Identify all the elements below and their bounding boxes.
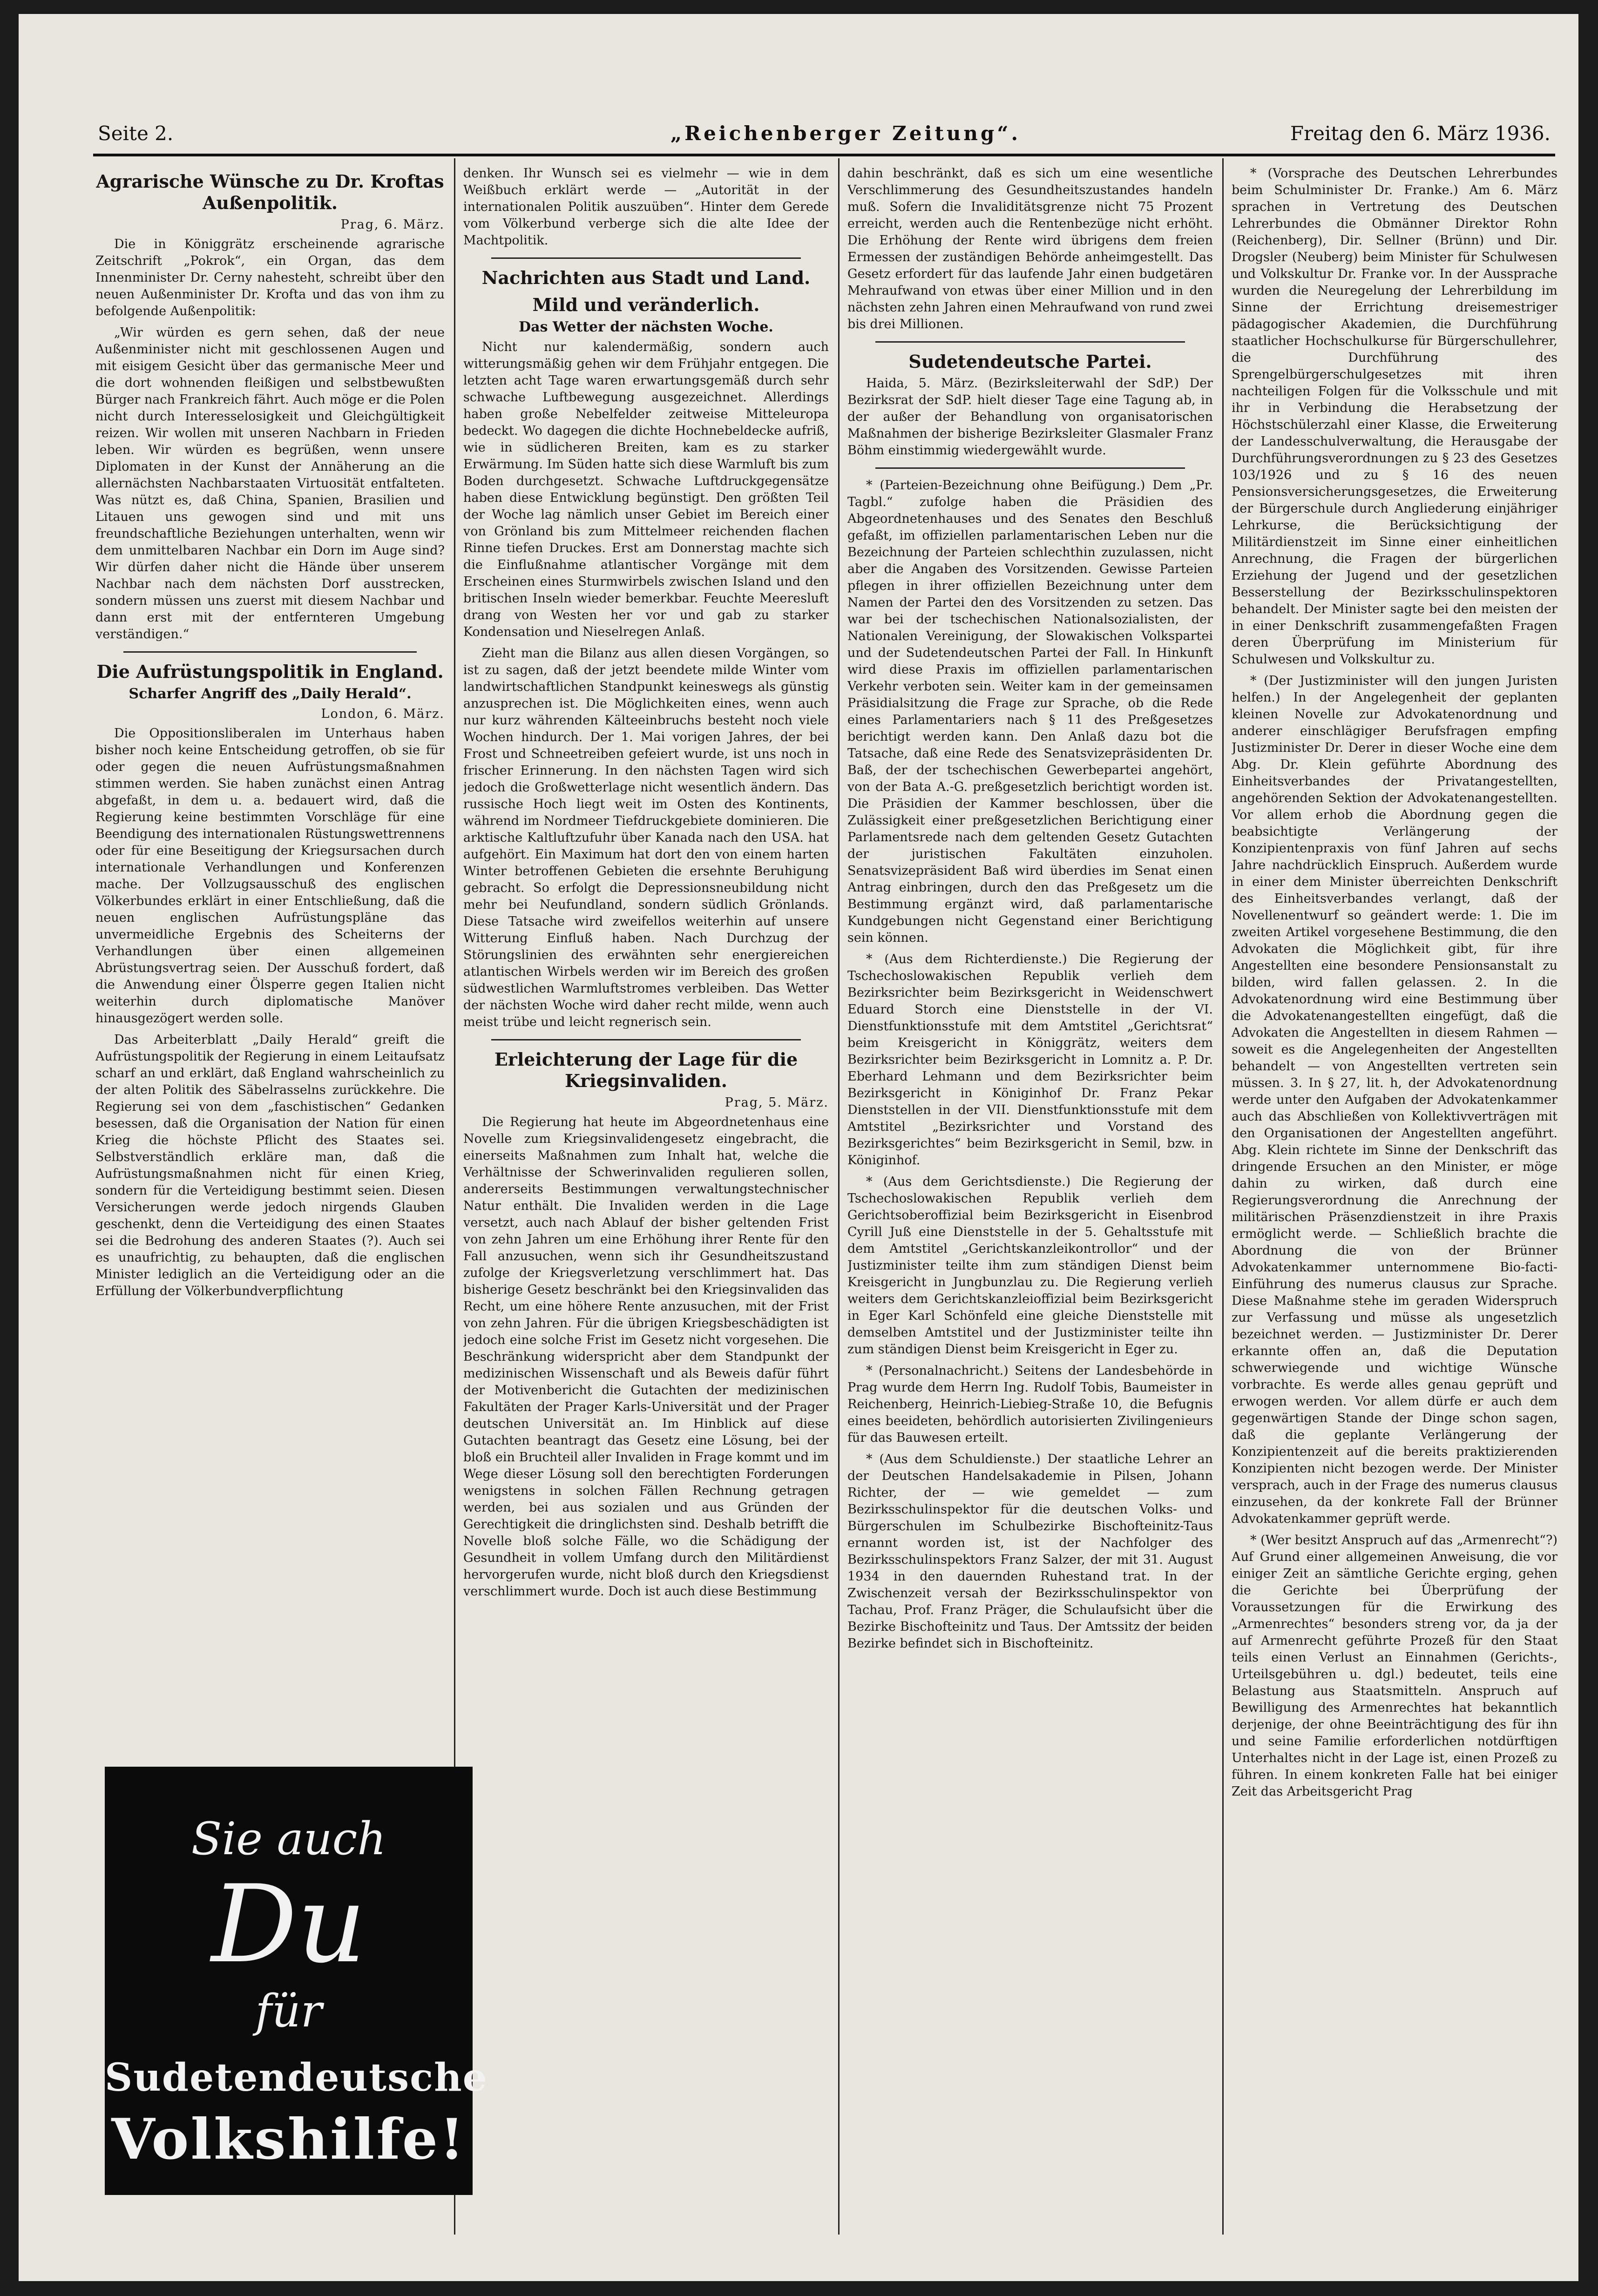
header-rule	[93, 154, 1555, 156]
paragraph: * (Personalnachricht.) Seitens der Landesbehörde in Prag wurde dem Herrn Ing. Rudolf Tobis, Baumeister in Reichenberg, Heinrich-Liebieg-Straße 10, die Befugnis eines beeideten, behördlich autorisierten Zivilingenieurs für das Bauwesen erteilt.	[847, 1364, 1213, 1445]
ad-headline-1: Sudetendeutsche	[105, 2055, 488, 2100]
article-title: Mild und veränderlich.	[532, 294, 760, 315]
volkshilfe-advertisement	[105, 1767, 488, 2195]
paragraph: Die Regierung hat heute im Abgeordnetenhaus eine Novelle zum Kriegsinvalidengesetz eingebracht, die einerseits Maßnahmen zum Inhalt hat, welche die Verhältnisse der Schwerinvaliden regulieren sollen, andererseits Bestimmungen verwaltungstechnischer Natur enthält. Die Invaliden werden in die Lage versetzt, auch nach Ablauf der bisher geltenden Frist von zehn Jahren um eine Erhöhung ihrer Rente für den Fall anzusuchen, wenn sich ihr Gesundheitszustand zufolge der Kriegsverletzung verschlimmert hat. Das bisherige Gesetz beschränkt bei den Kriegsinvaliden das Recht, um eine höhere Rente anzusuchen, mit der Frist von zehn Jahren. Für die übrigen Kriegsbeschädigten ist jedoch eine solche Frist im Gesetz nicht vorgesehen. Die Beschränkung widerspricht aber dem Standpunkt der medizinischen Wissenschaft und als Beweis dafür führt der Motivenbericht die Gutachten der medizinischen Fakultäten der Prager Karls-Universität und der Prager deutschen Universität an. Im Hinblick auf diese Gutachten beantragt das Gesetz eine Lösung, bei der bloß ein Bruchteil aller Invaliden in Frage kommt und im Wege dieser Lösung soll den berechtigten Forderungen wenigstens in solchen Fällen Rechnung getragen werden, bei aus sozialen und aus Gründen der Gerechtigkeit die dringlichsten sind. Deshalb betrifft die Novelle bloß solche Fälle, wo die Schädigung der Gesundheit in vollem Umfang durch den Militärdienst hervorgerufen wurde, nicht bloß durch den Kriegsdienst verschlimmert wurde. Doch ist auch diese Bestimmung	[463, 1115, 829, 1599]
separator	[875, 341, 1185, 343]
paragraph: * (Der Justizminister will den jungen Juristen helfen.) In der Angelegenheit der geplanten kleinen Novelle zur Advokatenordnung und anderer einschlägiger Berufsfragen empfing Justizminister Dr. Derer in dieser Woche eine dem Abg. Dr. Klein geführte Abordnung des Einheitsverbandes der Privatangestellten, angehörenden Sektion der Advokatenangestellten. Vor allem erhob die Abordnung gegen die beabsichtigte Verlängerung der Konzipientenpraxis von fünf Jahren auf sechs Jahre nachdrücklich Einspruch. Außerdem wurde in einer dem Minister überreichten Denkschrift des Einheitsverbandes verlangt, daß der Novellenentwurf so geändert werde: 1. Die im zweiten Artikel vorgesehene Bestimmung, die den Advokaten die Möglichkeit gibt, für ihre Angestellten eine besondere Pensionsanstalt zu bilden, wird fallen gelassen. 2. In die Advokatenordnung wird eine Bestimmung über die Advokatenangestellten eingefügt, daß die Advokaten die Angestellten in diesem Rahmen — soweit es die Angelegenheiten der Angestellten behandelt — von Angestellten vertreten sein müssen. 3. In § 27, lit. h, der Advokatenordnung werde unter den Aufgaben der Advokatenkammer auch das Abschließen von Kollektivverträgen mit den Organisationen der Angestellten angeführt. Abg. Klein richtete im Sinne der Denkschrift das dringende Ersuchen an den Minister, er möge dahin zu wirken, daß durch eine Regierungsverordnung die Anrechnung der militärischen Präsenzdienstzeit in ihre Praxis ermöglicht werde. — Schließlich brachte die Abordnung die von der Brünner Advokatenkammer unternommene Bio-facti-Einführung des numerus clausus zur Sprache. Diese Maßnahme stehe im geraden Widerspruch zur Verfassung und müsse als ungesetzlich bezeichnet werden. — Justizminister Dr. Derer erkannte offen an, daß die Deputation schwerwiegende und wichtige Wünsche vorbrachte. Es werde alles genau geprüft und erwogen werden. Vor allem dürfe er auch dem gegenwärtigen Stande der Dinge schon sagen, daß die geplante Verlängerung der Konzipientenzeit auf die bereits praktizierenden Konzipienten nicht bezogen werde. Der Minister versprach, auch in der Frage des numerus clausus einzusehen, da der konkrete Fall der Brünner Advokatenkammer geprüft werde.	[1232, 674, 1557, 1526]
paragraph: Die Oppositionsliberalen im Unterhaus haben bisher noch keine Entscheidung getroffen, ob sie für oder gegen die neuen Aufrüstungsmaßnahmen stimmen werden. Sie haben zunächst einen Antrag abgefaßt, in dem u. a. bedauert wird, daß die Regierung keine bestimmten Vorschläge für eine Beendigung des internationalen Rüstungswettrennens oder für eine Beseitigung der Kriegsursachen durch internationale Verhandlungen und Konferenzen mache. Der Vollzugsausschuß des englischen Völkerbundes erklärt in einer Entschließung, daß die neuen englischen Aufrüstungspläne das unvermeidliche Ergebnis des Scheiterns der Verhandlungen über einen allgemeinen Abrüstungsvertrag seien. Der Ausschuß fordert, daß die Anwendung einer Ölsperre gegen Italien nicht weiterhin durch diplomatische Manöver hinausgezögert werden solle.	[95, 726, 445, 1026]
paragraph: * (Aus dem Gerichtsdienste.) Die Regierung der Tschechoslowakischen Republik verlieh dem Gerichtsoberoffizial beim Bezirksgericht in Eisenbrod Cyrill Juß eine Dienststelle in der 5. Gehaltsstufe mit dem Amtstitel „Gerichtskanzleikontrollor“ und der Justizminister teilte ihm zum ständigen Dienst beim Kreisgericht in Jungbunzlau zu. Die Regierung verlieh weiters dem Gerichtskanzleioffizial beim Bezirksgericht in Eger Karl Schönfeld eine gleiche Dienststelle mit demselben Amtstitel und der Justizminister teilte ihn zum ständigen Dienst beim Kreisgericht in Eger zu.	[847, 1175, 1213, 1357]
separator	[875, 467, 1185, 469]
paragraph: dahin beschränkt, daß es sich um eine wesentliche Verschlimmerung des Gesundheitszustandes handeln muß. Sofern die Invaliditätsgrenze nicht 75 Prozent erreicht, werden auch die Rentenbezüge nicht erhöht. Die Erhöhung der Rente wird übrigens dem freien Ermessen der zuständigen Behörde anheimgestellt. Das Gesetz erfordert für das laufende Jahr einen budgetären Mehraufwand von etwas über einer Million und in den nächsten zehn Jahren einen Mehraufwand von rund zwei bis drei Millionen.	[847, 166, 1213, 331]
paragraph: Die in Königgrätz erscheinende agrarische Zeitschrift „Pokrok“, ein Organ, das dem Innenminister Dr. Cerny nahesteht, schreibt über den neuen Außenminister Dr. Krofta und das von ihm zu befolgende Außenpolitik:	[95, 237, 445, 318]
paragraph: Zieht man die Bilanz aus allen diesen Vorgängen, so ist zu sagen, daß der jetzt beendete milde Winter vom landwirtschaftlichen Standpunkt keineswegs als günstig anzusprechen ist. Die Möglichkeiten eines, wenn auch nur kurz währenden Kälteeinbruchs besteht noch viele Wochen hindurch. Der 1. Mai vorigen Jahres, der bei Frost und Schneetreiben gefeiert wurde, ist uns noch in frischer Erinnerung. In den nächsten Tagen wird sich jedoch die Großwetterlage nicht wesentlich ändern. Das russische Hoch liegt weit im Osten des Kontinents, während im Nordmeer Tiefdruckgebiete dominieren. Die arktische Kaltluftzufuhr über Kanada nach den USA. hat aufgehört. Ein Maximum hat dort den von einem harten Winter betroffenen Gebieten die ersehnte Beruhigung gebracht. So erfolgt die Depressionsneubildung nicht mehr bei Neufundland, sondern südlich Grönlands. Diese Tatsache wird zweifellos weiterhin auf unsere Witterung Einfluß haben. Nach Durchzug der Störungslinien des erwähnten sehr energiereichen atlantischen Wirbels werden wir im Bereich des großen südwestlichen Warmluftstromes verbleiben. Das Wetter der nächsten Woche wird daher recht milde, wenn auch meist trübe und leicht regnerisch sein.	[463, 646, 829, 1029]
page-header	[98, 122, 1551, 150]
column-divider	[1222, 158, 1224, 2235]
masthead: „Reichenberger Zeitung“.	[670, 122, 1021, 145]
newspaper-page	[19, 14, 1578, 2281]
article-subtitle: Das Wetter der nächsten Woche.	[519, 319, 773, 335]
ad-script-text	[105, 1809, 473, 2041]
paragraph: * (Vorsprache des Deutschen Lehrerbundes beim Schulminister Dr. Franke.) Am 6. März sprachen in Vertretung des Deutschen Lehrerbundes die Obmänner Direktor Rohn (Reichenberg), Dir. Sellner (Brünn) und Dir. Drogsler (Neuberg) beim Minister für Schulwesen und Volkskultur Dr. Franke vor. In der Aussprache wurden die Neuregelung der Lehrerbildung im Sinne der Errichtung dreisemestriger pädagogischer Akademien, die Durchführung staatlicher Hochschulkurse für Bürgerschullehrer, die Durchführung des Sprengelbürgerschulgesetzes mit ihren nachteiligen Folgen für die Volksschule und mit ihr in Verbindung die Herabsetzung der Höchstschülerzahl einer Klasse, die Erweiterung der Landesschulverwaltung, die Herausgabe der Durchführungsverordnungen zu § 23 des Gesetzes 103/1926 und zu § 16 des neuen Pensionsversicherungsgesetzes, die Erweiterung der Bürgerschule durch Angliederung einjähriger Lehrkurse, die Berücksichtigung der Militärdienstzeit im Sinne einer einheitlichen Anrechnung, die Fragen der bürgerlichen Erziehung der Jugend und der gesetzlichen Besserstellung der Bezirksschulinspektoren behandelt. Der Minister sagte bei den meisten der in einer Denkschrift zusammengefaßten Fragen deren Überprüfung im Ministerium für Schulwesen und Volkskultur zu.	[1232, 166, 1557, 667]
separator	[491, 1039, 801, 1040]
column-divider	[838, 158, 840, 2235]
paragraph: * (Parteien-Bezeichnung ohne Beifügung.) Dem „Pr. Tagbl.“ zufolge haben die Präsidien des Abgeordnetenhauses und des Senates den Beschluß gefaßt, im offiziellen parlamentarischen Leben nur die Bezeichnung der Parteien schlechthin zuzulassen, nicht aber die Angaben des Vorsitzenden. Gewisse Parteien pflegen in ihrer offiziellen Bezeichnung unter dem Namen der Partei den des Vorsitzenden zu setzen. Das war bei der tschechischen Nationalsozialisten, der Nationalen Vereinigung, der Slowakischen Volkspartei und der Sudetendeutschen Partei der Fall. In Hinkunft wird diese Praxis im offiziellen parlamentarischen Verkehr verboten sein. Weiter kam in der gemeinsamen Präsidialsitzung die Frage zur Sprache, ob die Rede eines Parlamentariers nach § 11 des Preßgesetzes berichtigt werden kann. Den Anlaß dazu bot die Tatsache, daß eine Rede des Senatsvizepräsidenten Dr. Baß, der der tschechischen Gewerbepartei angehört, von der Bata A.-G. preßgesetzlich berichtigt worden ist. Die Präsidien der Kammer beschlossen, über die Zulässigkeit einer preßgesetzlichen Berichtigung einer Parlamentsrede nach dem geltenden Gesetz Gutachten der juristischen Fakultäten einzuholen. Senatsvizepräsident Baß wird überdies im Senat einen Antrag einbringen, durch den das Preßgesetz um die Bestimmung ergänzt wird, daß parlamentarische Kundgebungen nicht Gegenstand einer Berichtigung sein können.	[847, 478, 1213, 945]
article-title: Erleichterung der Lage für die Kriegsinvaliden.	[494, 1049, 798, 1091]
dateline: Prag, 5. März.	[725, 1095, 829, 1110]
paragraph: * (Wer besitzt Anspruch auf das „Armenrecht“?) Auf Grund einer allgemeinen Anweisung, die vor einiger Zeit an sämtliche Gerichte erging, gehen die Gerichte bei Überprüfung der Voraussetzungen für die Erwirkung des „Armenrechtes“ besonders streng vor, da ja der auf Armenrecht geführte Prozeß für den Staat teils einen Verlust an Einnahmen (Gerichts-, Urteilsgebühren u. dgl.) bedeutet, teils eine Belastung aus Staatsmitteln. Anspruch auf Bewilligung des Armenrechtes hat bekanntlich derjenige, der ohne Beeinträchtigung des für ihn und seine Familie erforderlichen notdürftigen Unterhaltes nicht in der Lage ist, einen Prozeß zu führen. In einem konkreten Falle hat bei einiger Zeit das Arbeitsgericht Prag	[1232, 1533, 1557, 1799]
paragraph: * (Aus dem Richterdienste.) Die Regierung der Tschechoslowakischen Republik verlieh dem Bezirksrichter beim Bezirksgericht in Weidenschwert Eduard Storch eine Dienststelle in der VI. Dienstfunktionsstufe mit dem Amtstitel „Gerichtsrat“ beim Kreisgericht in Königgrätz, weiters dem Bezirksrichter beim Bezirksgericht in Lomnitz a. P. Dr. Eberhard Lehmann und dem Bezirksrichter beim Bezirksgericht in Königinhof Dr. Franz Pekar Dienststellen in der VII. Dienstfunktionsstufe mit dem Amtstitel „Bezirksrichter und Vorstand des Bezirksgerichtes“ beim Bezirksgericht in Semil, bzw. in Königinhof.	[847, 952, 1213, 1168]
issue-date: Freitag den 6. März 1936.	[1290, 122, 1551, 145]
article-title: Agrarische Wünsche zu Dr. Kroftas Außenpolitik.	[96, 171, 444, 213]
ad-headline-2: Volkshilfe!	[111, 2107, 466, 2172]
column-4	[1232, 165, 1557, 2232]
article-title: Sudetendeutsche Partei.	[908, 351, 1152, 372]
page-number: Seite 2.	[98, 122, 174, 145]
paragraph: * (Aus dem Schuldienste.) Der staatliche Lehrer an der Deutschen Handelsakademie in Pilsen, Johann Richter, der — wie gemeldet — zum Bezirksschulinspektor für die deutschen Volks- und Bürgerschulen im Schulbezirke Bischofteinitz-Taus ernannt worden ist, ist der Nachfolger des Bezirksschulinspektors Franz Salzer, der mit 31. August 1934 in den dauernden Ruhestand trat. In der Zwischenzeit versah der Bezirksschulinspektor von Tachau, Prof. Franz Präger, die Schulaufsicht über die Bezirke Bischofteinitz und Taus. Der Amtssitz der beiden Bezirke befindet sich in Bischofteinitz.	[847, 1452, 1213, 1651]
column-3	[847, 165, 1213, 2232]
dateline: Prag, 6. März.	[340, 217, 445, 232]
section-title: Nachrichten aus Stadt und Land.	[481, 267, 811, 288]
ad-script-big: Du	[211, 1863, 366, 1987]
separator	[123, 651, 417, 653]
separator	[491, 257, 801, 259]
paragraph: denken. Ihr Wunsch sei es vielmehr — wie in dem Weißbuch erklärt werde — „Autorität in der internationalen Politik auszuüben“. Hinter dem Gerede vom Völkerbund verberge sich die alte Idee der Machtpolitik.	[463, 166, 829, 248]
paragraph: Nicht nur kalendermäßig, sondern auch witterungsmäßig gehen wir dem Frühjahr entgegen. Die letzten acht Tage waren erwartungsgemäß durch sehr schwache Luftbewegung ausgezeichnet. Allerdings haben große Nebelfelder zeitweise Mitteleuropa bedeckt. Wo dagegen die dichte Hochnebeldecke aufriß, wie in südlicheren Breiten, kam es zu starker Erwärmung. Im Süden hatte sich diese Warmluft bis zum Boden durchgesetzt. Schwache Luftdruckgegensätze haben diese Entwicklung begünstigt. Den größten Teil der Woche lag nämlich unser Gebiet im Bereich einer von Grönland bis zum Mittelmeer reichenden flachen Rinne tiefen Druckes. Erst am Donnerstag machte sich die Einflußnahme atlantischer Vorgänge mit dem Erscheinen eines Sturmwirbels zwischen Island und den britischen Inseln wieder bemerkbar. Feuchte Meeresluft drang von Westen her vor und gab zu starker Kondensation und Nieselregen Anlaß.	[463, 340, 829, 639]
paragraph: Haida, 5. März. (Bezirksleiterwahl der SdP.) Der Bezirksrat der SdP. hielt dieser Tage eine Tagung ab, in der außer der Behandlung von organisatorischen Maßnahmen der bisherige Bezirksleiter Glasmaler Franz Böhm einstimmig wiedergewählt wurde.	[847, 376, 1213, 458]
ad-script-top: Sie auch	[191, 1813, 386, 1865]
article-title: Die Aufrüstungspolitik in England.	[96, 661, 444, 682]
article-subtitle: Scharfer Angriff des „Daily Herald“.	[129, 686, 412, 702]
paragraph: „Wir würden es gern sehen, daß der neue Außenminister nicht mit geschlossenen Augen und mit eisigem Gesicht über das germanische Meer und die dort wohnenden fleißigen und selbstbewußten Bürger nach Frankreich fährt. Auch möge er die Polen nicht durch Interesselosigkeit und Gleichgültigkeit reizen. Wir wollen mit unseren Nachbarn in Frieden leben. Wir würden es begrüßen, wenn unsere Diplomaten in der Kunst der Annäherung an die allernächsten Nachbarstaaten Virtuosität entfalteten. Was nützt es, daß China, Spanien, Brasilien und Litauen uns gewogen sind und mit uns freundschaftliche Beziehungen unterhalten, wenn wir dem unmittelbaren Nachbar ein Dorn im Auge sind? Wir dürfen daher nicht die Hände über unserem Nachbar nach dem nächsten Dorf ausstrecken, sondern müssen uns zuerst mit diesem Nachbar und dann erst mit der entfernteren Umgebung verständigen.“	[95, 325, 445, 642]
paragraph: Das Arbeiterblatt „Daily Herald“ greift die Aufrüstungspolitik der Regierung in einem Leitaufsatz scharf an und erklärt, daß England wahrscheinlich zu der alten Politik des Säbelrasselns zurückkehre. Die Regierung sei von dem „faschistischen“ Gedanken besessen, daß die Organisation der Nation für einen Krieg die höchste Pflicht des Staates sei. Selbstverständlich erkläre man, daß die Aufrüstungsmaßnahmen nicht für einen Krieg, sondern für die Verteidigung bestimmt seien. Diesen Versicherungen werde jedoch nirgends Glauben geschenkt, denn die Verteidigung des einen Staates sei die Bedrohung des anderen Staates (?). Auch sei es unaufrichtig, zu behaupten, daß die englischen Minister lediglich an die Verteidigung oder an die Erfüllung der Völkerbundverpflichtung	[95, 1033, 445, 1298]
dateline: London, 6. März.	[321, 707, 445, 721]
ad-script-for: für	[255, 1985, 322, 2037]
column-2	[463, 165, 829, 2232]
